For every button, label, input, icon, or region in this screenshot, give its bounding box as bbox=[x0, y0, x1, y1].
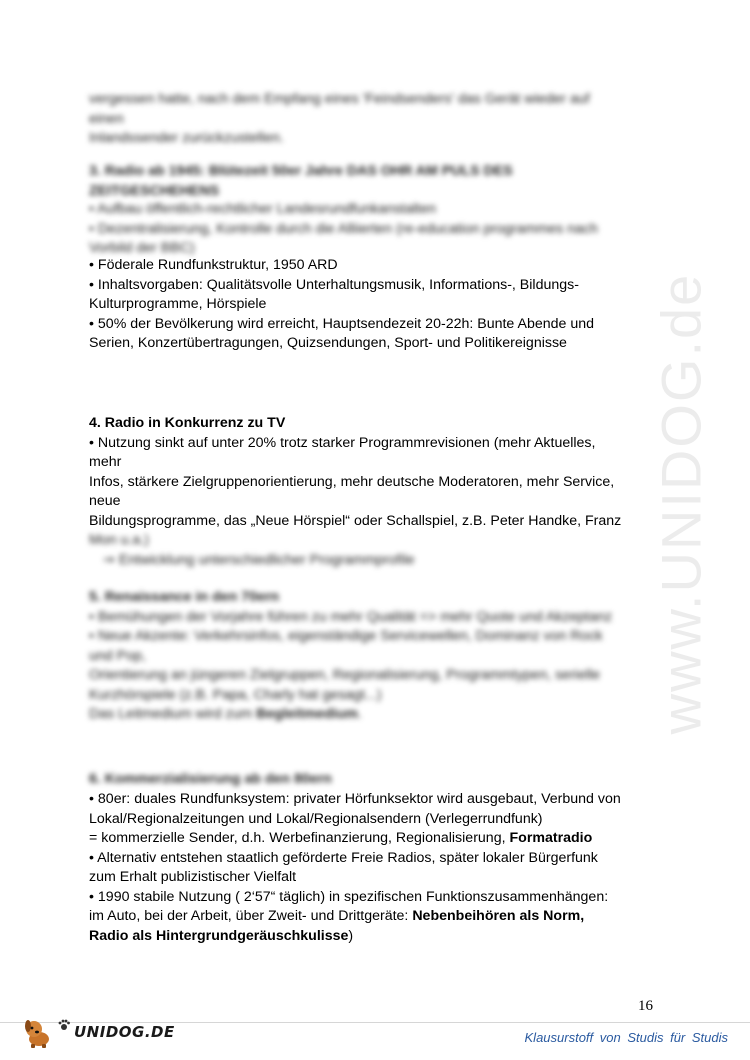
text-line: Infos, stärkere Zielgruppenorientierung, mehr deutsche Moderatoren, mehr Service, bbox=[89, 473, 615, 490]
heading-line: 6. Kommerzialisierung ab den 80ern bbox=[89, 771, 332, 787]
text-span: ) bbox=[348, 927, 354, 944]
section-3-heading bbox=[89, 162, 664, 201]
list-item: • Alternativ entstehen staatlich geförderte Freie Radios, später lokaler Bürgerfunk bbox=[89, 849, 598, 866]
section-3-blurred-list bbox=[89, 200, 664, 259]
text-line bbox=[89, 705, 664, 725]
page-number: 16 bbox=[638, 998, 653, 1014]
text-line: und Pop, bbox=[89, 647, 146, 664]
bold-term: Radio als Hintergrundgeräuschkulisse bbox=[89, 927, 349, 944]
paw-icon bbox=[58, 1019, 70, 1031]
list-item: • Inhaltsvorgaben: Qualitätsvolle Unterhaltungsmusik, Informations-, Bildungs- bbox=[89, 276, 579, 293]
bold-term: Begleitmedium bbox=[256, 706, 358, 722]
heading-line: ZEITGESCHEHENS bbox=[89, 182, 220, 199]
text-span: im Auto, bei der Arbeit, über Zweit- und Drittgeräte: bbox=[89, 908, 413, 924]
text-span: . bbox=[357, 706, 362, 722]
text-span: Das Leitmedium wird zum bbox=[89, 706, 257, 722]
text-line: einen bbox=[89, 110, 124, 127]
bold-term: Nebenbeihören als Norm, bbox=[412, 908, 585, 924]
text-line: Inlandssender zurückzustellen. bbox=[89, 130, 284, 146]
text-line: Kulturprogramme, Hörspiele bbox=[89, 296, 267, 312]
arrow-line: ⇒ Entwicklung unterschiedlicher Programmprofile bbox=[103, 551, 415, 568]
section-4-heading: 4. Radio in Konkurrenz zu TV bbox=[89, 415, 286, 431]
text-line: • Dezentralisierung, Kontrolle durch die Alliierten (re-education programmes nach bbox=[89, 220, 598, 237]
list-item: • Nutzung sinkt auf unter 20% trotz starker Programmrevisionen (mehr Aktuelles, bbox=[89, 434, 596, 451]
heading-line: 3. Radio ab 1945: Blütezeit 50er Jahre DAS OHR AM PULS DES bbox=[89, 163, 513, 179]
text-span: = kommerzielle Sender, d.h. Werbefinanzierung, Regionalisierung, bbox=[89, 830, 510, 846]
section-3-list bbox=[89, 256, 664, 354]
text-line: Vorbild der BBC) bbox=[89, 240, 195, 256]
text-line: Bildungsprogramme, das „Neue Hörspiel“ oder Schallspiel, z.B. Peter Handke, Franz bbox=[89, 512, 622, 529]
list-item: • Föderale Rundfunkstruktur, 1950 ARD bbox=[89, 257, 338, 273]
list-item: • Neue Akzente: Verkehrsinfos, eigenständige Servicewellen, Dominanz von Rock bbox=[89, 628, 603, 644]
section-4 bbox=[89, 414, 664, 531]
text-line: mehr bbox=[89, 454, 122, 470]
section-5-heading: 5. Renaissance in den 70ern bbox=[89, 589, 280, 605]
text-line bbox=[89, 927, 664, 947]
watermark-text: www.UNIDOG.de bbox=[649, 272, 713, 734]
blurred-intro bbox=[89, 90, 664, 149]
text-line: Serien, Konzertübertragungen, Quizsendungen, Sport- und Politikereignisse bbox=[89, 335, 567, 351]
footer-slogan: Klausurstoff von Studis für Studis bbox=[524, 1030, 728, 1045]
section-5 bbox=[89, 588, 664, 725]
text-line: neue bbox=[89, 493, 121, 509]
text-line: Mon u.a.) bbox=[89, 532, 149, 548]
list-item: • 1990 stabile Nutzung ( 2‘57“ täglich) in spezifischen Funktionszusammenhängen: bbox=[89, 888, 609, 905]
unidog-logo[interactable] bbox=[22, 1012, 175, 1052]
text-line: zum Erhalt publizistischer Vielfalt bbox=[89, 869, 297, 885]
text-line: Lokal/Regionalzeitungen und Lokal/Regionalsendern (Verlegerrundfunk) bbox=[89, 810, 543, 827]
bold-term: Formatradio bbox=[509, 830, 593, 846]
logo-text: UNIDOG.DE bbox=[74, 1023, 175, 1041]
list-item: • 80er: duales Rundfunksystem: privater Hörfunksektor wird ausgebaut, Verbund von bbox=[89, 791, 621, 807]
section-6-heading bbox=[89, 770, 664, 790]
text-line bbox=[89, 907, 664, 927]
list-item: • Bemühungen der Vorjahre führen zu mehr Qualität => mehr Quote und Akzeptanz bbox=[89, 608, 613, 625]
list-item: • 50% der Bevölkerung wird erreicht, Hauptsendezeit 20-22h: Bunte Abende und bbox=[89, 315, 595, 332]
text-line: Orientierung an jüngeren Zielgruppen, Regionalisierung, Programmtypen, serielle bbox=[89, 667, 601, 683]
dog-mascot-icon bbox=[22, 1015, 56, 1049]
text-line: Kurzhörspiele (z.B. Papa, Charly hat gesagt...) bbox=[89, 686, 382, 703]
section-6-list bbox=[89, 790, 664, 946]
text-line bbox=[89, 829, 664, 849]
section-4-blurred bbox=[89, 531, 664, 570]
text-line: • Aufbau öffentlich-rechtlicher Landesrundfunkanstalten bbox=[89, 201, 437, 217]
text-line: vergessen hatte, nach dem Empfang eines 'Feindsenders' das Gerät wieder auf bbox=[89, 91, 590, 107]
